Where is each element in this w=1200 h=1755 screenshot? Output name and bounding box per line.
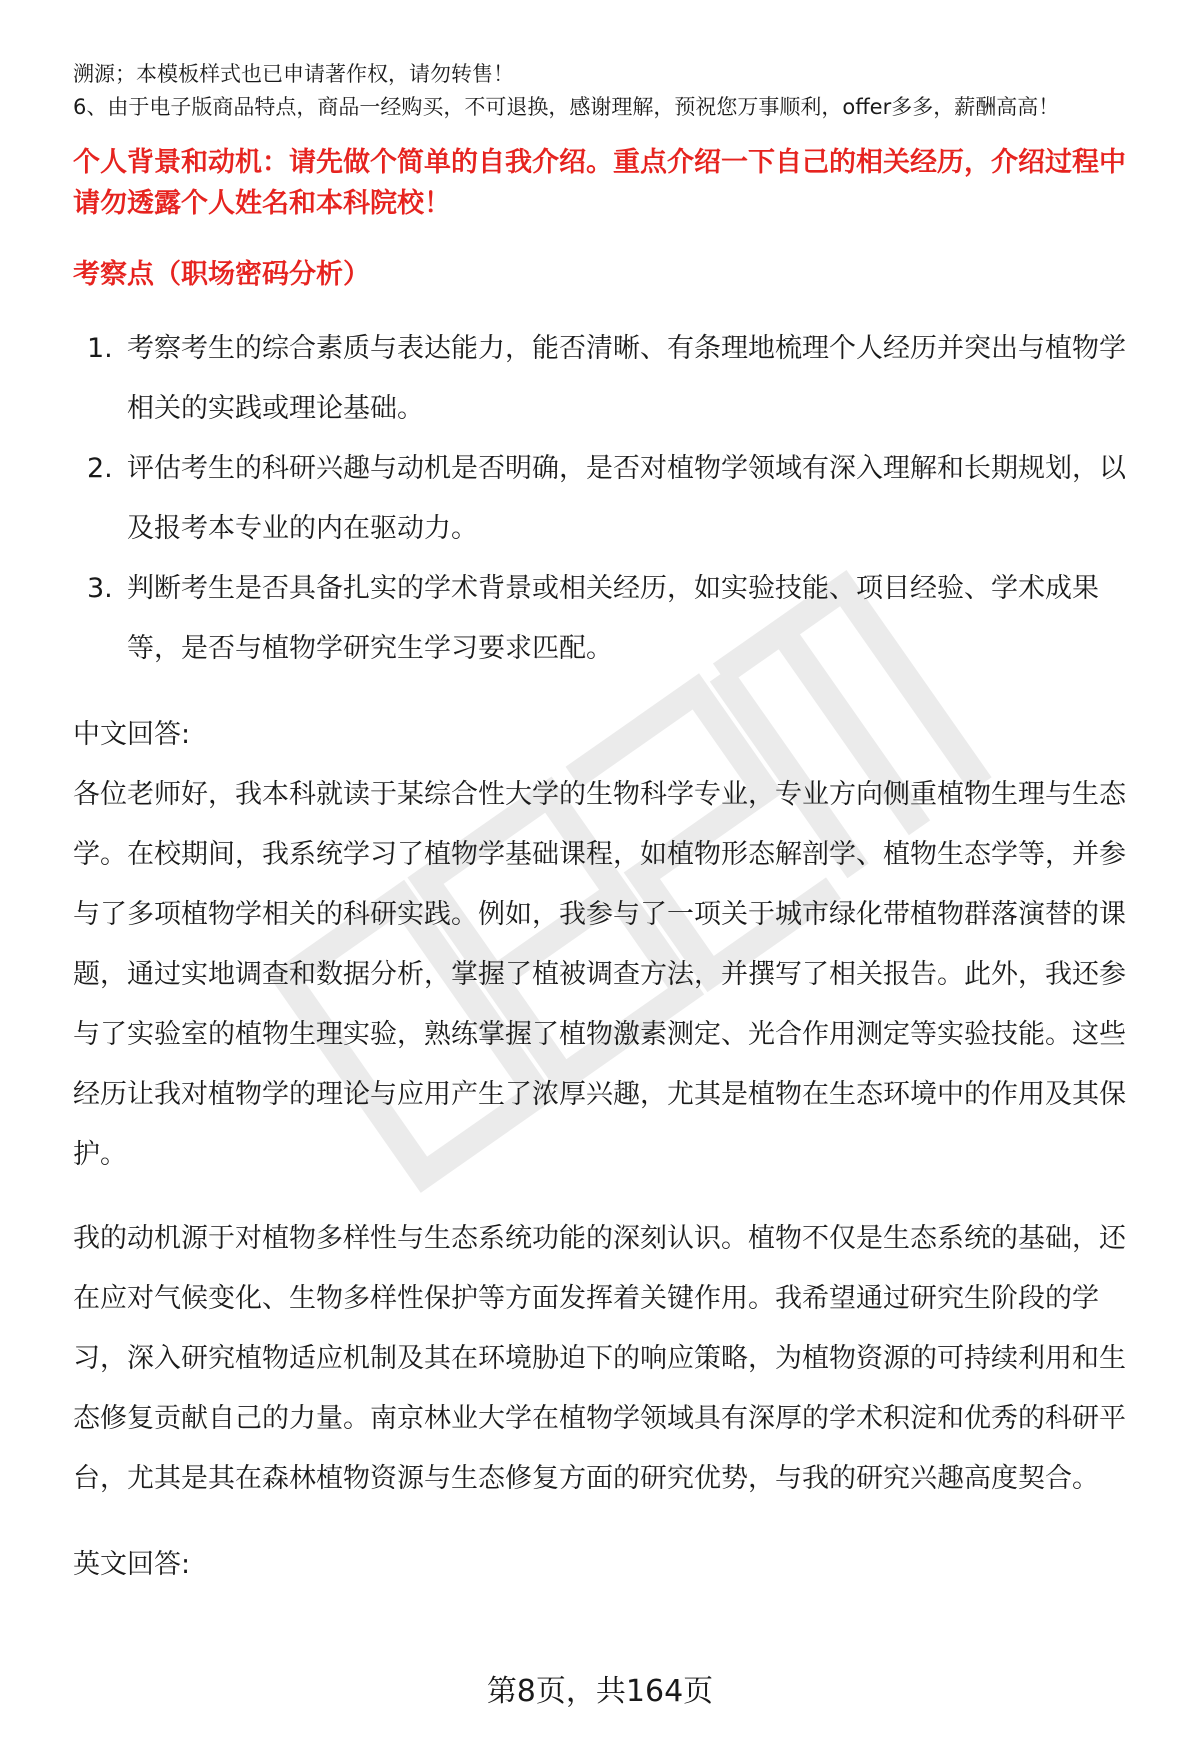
chinese-answer-label: 中文回答: <box>73 719 191 750</box>
chinese-answer-paragraph-2: 我的动机源于对植物多样性与生态系统功能的深刻认识。植物不仅是生态系统的基础，还在应对气候变化、生物多样性保护等方面发挥着关键作用。我希望通过研究生阶段的学习，深入研究植物适应机制及其在环境胁迫下的响应策略，为植物资源的可持续利用和生态修复贡献自己的力量。南京林业大学在植物学领域具有深厚的学术积淀和优秀的科研平台，尤其是其在森林植物资源与生态修复方面的研究优势，与我的研究兴趣高度契合。 <box>73 1223 1126 1494</box>
assessment-point-2 <box>73 439 1143 559</box>
list-text: 判断考生是否具备扎实的学术背景或相关经历，如实验技能、项目经验、学术成果等，是否与植物学研究生学习要求匹配。 <box>127 573 1099 664</box>
list-number: 1. <box>87 333 113 364</box>
notice-line-2: 6、由于电子版商品特点，商品一经购买，不可退换，感谢理解，预祝您万事顺利，offer多多，薪酬高高！ <box>73 95 1060 119</box>
notice-line-1: 溯源；本模板样式也已申请著作权，请勿转售！ <box>73 62 514 86</box>
english-answer-label: 英文回答: <box>73 1549 191 1580</box>
list-number: 2. <box>87 453 113 484</box>
list-text: 考察考生的综合素质与表达能力，能否清晰、有条理地梳理个人经历并突出与植物学相关的实践或理论基础。 <box>127 333 1126 424</box>
question-title: 个人背景和动机：请先做个简单的自我介绍。重点介绍一下自己的相关经历，介绍过程中请勿透露个人姓名和本科院校！ <box>73 147 1126 219</box>
assessment-point-3 <box>73 559 1143 679</box>
assessment-heading: 考察点（职场密码分析） <box>73 259 370 290</box>
assessment-list <box>73 319 1143 679</box>
assessment-point-1 <box>73 319 1143 439</box>
page-footer: 第8页，共164页 <box>486 1674 714 1709</box>
chinese-answer-paragraph-1: 各位老师好，我本科就读于某综合性大学的生物科学专业，专业方向侧重植物生理与生态学。在校期间，我系统学习了植物学基础课程，如植物形态解剖学、植物生态学等，并参与了多项植物学相关的科研实践。例如，我参与了一项关于城市绿化带植物群落演替的课题，通过实地调查和数据分析，掌握了植被调查方法，并撰写了相关报告。此外，我还参与了实验室的植物生理实验，熟练掌握了植物激素测定、光合作用测定等实验技能。这些经历让我对植物学的理论与应用产生了浓厚兴趣，尤其是植物在生态环境中的作用及其保护。 <box>73 779 1126 1170</box>
list-number: 3. <box>87 573 113 604</box>
document-page <box>73 58 1143 1595</box>
list-text: 评估考生的科研兴趣与动机是否明确，是否对植物学领域有深入理解和长期规划，以及报考本专业的内在驱动力。 <box>127 453 1126 544</box>
